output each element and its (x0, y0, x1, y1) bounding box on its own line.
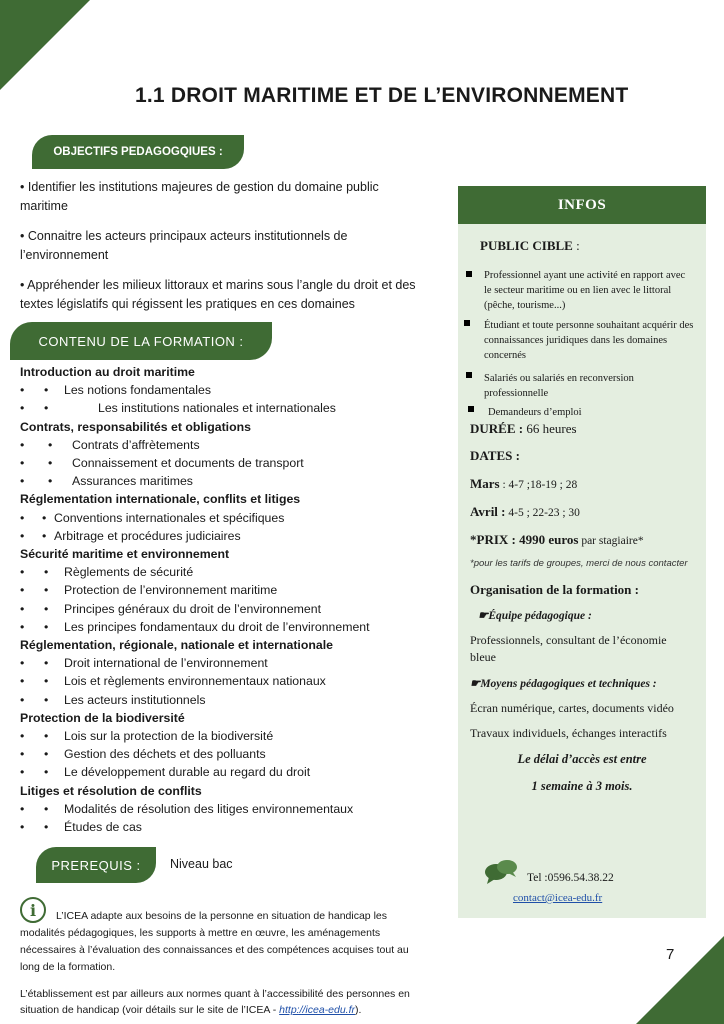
organisation-title: Organisation de la formation : (470, 582, 639, 597)
list-item: • • Gestion des déchets et des polluants (20, 745, 440, 763)
objectif-item: • Identifier les institutions majeures de gestion du domaine public maritime (20, 180, 379, 213)
infos-panel (458, 186, 706, 918)
corner-decoration-bottom-right (636, 936, 724, 1024)
corner-decoration-top-left (0, 0, 90, 90)
public-cible-item: Demandeurs d’emploi (488, 407, 582, 418)
delai-line-1: Le délai d’accès est entre (517, 752, 647, 766)
section-title: Introduction au droit maritime (20, 365, 195, 379)
list-item: • • Modalités de résolution des litiges environnementaux (20, 800, 440, 818)
section-title: Sécurité maritime et environnement (20, 547, 230, 562)
objectif-item: • Appréhender les milieux littoraux et marins sous l’angle du droit et des textes législatifs qui régissent les pratiques en ces domaines (20, 278, 416, 311)
hand-pointer-icon: ☛ (470, 678, 481, 690)
list-item: • • Études de cas (20, 818, 440, 836)
list-item: • • Les principes fondamentaux du droit de l’environnement (20, 618, 440, 636)
prix-note: *pour les tarifs de groupes, merci de nous contacter (470, 558, 688, 569)
list-item: • • Les acteurs institutionnels (20, 691, 440, 709)
bullet-square-icon (464, 320, 470, 326)
section-title: Contrats, responsabilités et obligations (20, 419, 251, 434)
public-cible-item: Professionnel ayant une activité en rapport avec le secteur maritime ou en lien avec le littoral (pêche, tourisme...) (484, 270, 686, 311)
objectifs-label: OBJECTIFS PEDAGOGQIUES : (32, 135, 244, 169)
list-item: • • Conventions internationales et spécifiques (20, 509, 440, 527)
chat-bubbles-icon (484, 858, 518, 884)
page-number: 7 (666, 946, 675, 963)
list-item: • • Lois sur la protection de la biodiversité (20, 727, 440, 745)
page-title: 1.1 DROIT MARITIME ET DE L’ENVIRONNEMENT (135, 84, 629, 107)
list-item: • • Lois et règlements environnementaux nationaux (20, 672, 440, 690)
phone-number: Tel :0596.54.38.22 (527, 872, 614, 884)
equipe-label: ☛Équipe pédagogique : (478, 610, 592, 622)
list-item: • • Règlements de sécurité (20, 563, 440, 581)
delai-line-2: 1 semaine à 3 mois. (531, 779, 633, 793)
dates-avril: Avril : 4-5 ; 22-23 ; 30 (470, 504, 580, 519)
accessibilite-text: L’établissement est par ailleurs aux normes quant à l’accessibilité des personnes en situation de handicap (voir détails sur le site de l’ICEA - http://icea-edu.fr). (20, 988, 410, 1016)
public-cible-title: PUBLIC CIBLE : (480, 238, 580, 253)
list-item: • • Principes généraux du droit de l’environnement (20, 600, 440, 618)
bullet-square-icon (468, 406, 474, 412)
section-title: Protection de la biodiversité (20, 710, 185, 725)
dates-label: DATES : (470, 448, 520, 463)
section-title: Réglementation, régionale, nationale et internationale (20, 638, 333, 653)
duree: DURÉE : 66 heures (470, 421, 577, 436)
moyens-value-1: Écran numérique, cartes, documents vidéo (470, 701, 674, 715)
contenu-list (20, 363, 440, 836)
equipe-value: Professionnels, consultant de l’économie bleue (470, 633, 667, 664)
bullet-square-icon (466, 271, 472, 277)
prerequis-label: PREREQUIS : (36, 847, 156, 883)
objectifs-list (20, 178, 430, 325)
list-item: • • Arbitrage et procédures judiciaires (20, 527, 440, 545)
icea-website-link[interactable]: http://icea-edu.fr (279, 1004, 356, 1016)
section-title: Réglementation internationale, conflits et litiges (20, 492, 301, 507)
list-item: • • Contrats d’affrètements (20, 436, 440, 454)
handicap-text: L’ICEA adapte aux besoins de la personne en situation de handicap les modalités pédagogiques, les supports à mettre en œuvre, les aménagements nécessaires à l’évaluation des connaissances et des compétences acquises tout au long de la formation. (20, 910, 409, 973)
list-item: • • Connaissement et documents de transport (20, 454, 440, 472)
moyens-value-2: Travaux individuels, échanges interactifs (470, 726, 667, 740)
contenu-label: CONTENU DE LA FORMATION : (10, 322, 272, 360)
list-item: • • Les institutions nationales et internationales (20, 399, 440, 417)
bullet-square-icon (466, 372, 472, 378)
list-item: • • Assurances maritimes (20, 472, 440, 490)
infos-header: INFOS (458, 186, 706, 224)
list-item: • • Les notions fondamentales (20, 381, 440, 399)
hand-pointer-icon: ☛ (478, 610, 489, 622)
prix: *PRIX : 4990 euros par stagiaire* (470, 532, 644, 547)
section-title: Litiges et résolution de conflits (20, 783, 202, 798)
objectif-item: • Connaitre les acteurs principaux acteurs institutionnels de l’environnement (20, 229, 348, 262)
prerequis-value: Niveau bac (170, 857, 233, 871)
dates-mars: Mars : 4-7 ;18-19 ; 28 (470, 476, 578, 491)
public-cible-item: Salariés ou salariés en reconversion professionnelle (484, 373, 634, 399)
public-cible-item: Étudiant et toute personne souhaitant acquérir des connaissances juridiques dans les domaines concernés (484, 320, 694, 361)
list-item: • • Le développement durable au regard du droit (20, 763, 440, 781)
list-item: • • Protection de l’environnement maritime (20, 581, 440, 599)
list-item: • • Droit international de l’environnement (20, 654, 440, 672)
info-icon: i (20, 897, 46, 923)
moyens-label: ☛Moyens pédagogiques et techniques : (470, 678, 657, 690)
contact-email-link[interactable]: contact@icea-edu.fr (513, 892, 603, 904)
